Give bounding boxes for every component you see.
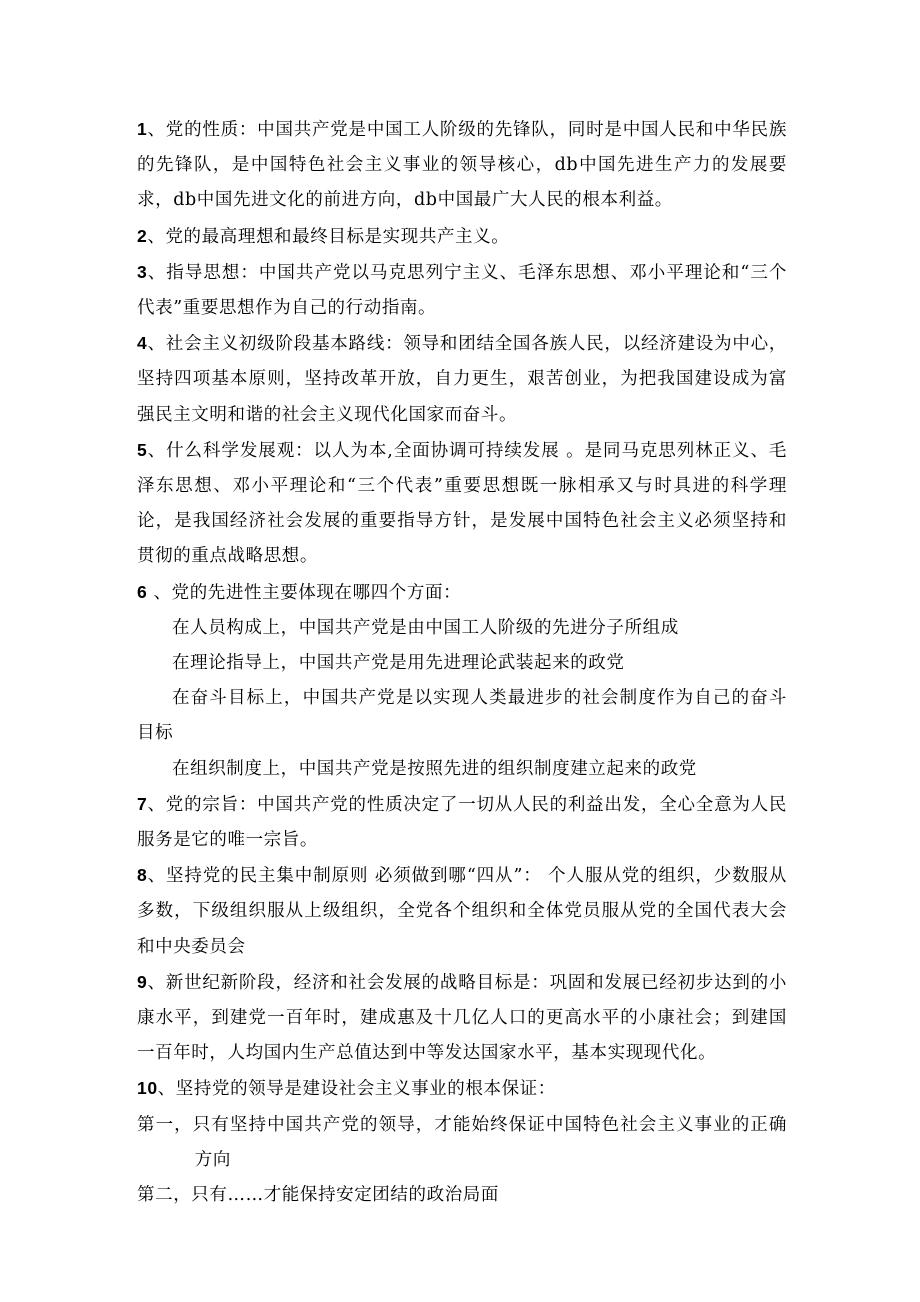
sub-item-goal: [137, 681, 787, 751]
sub-item-text: 在人员构成上，中国共产党是由中国工人阶级的先进分子所组成: [172, 617, 679, 638]
item-number: 5: [137, 439, 148, 460]
item-number: 3: [137, 261, 148, 282]
item-number: 9: [137, 971, 148, 992]
sub-item-theory: [137, 646, 787, 681]
item-text: 、指导思想：中国共产党以马克思列宁主义、毛泽东思想、邓小平理论和“三个代表”重要思想作为自己的行动指南。: [137, 262, 787, 319]
item-text: 、坚持党的民主集中制原则 必须做到哪“四从”： 个人服从党的组织，少数服从多数，下级组织服从上级组织，全党各个组织和全体党员服从党的全国代表大会和中央委员会: [137, 866, 787, 957]
document-body: [137, 112, 787, 1213]
item-8: [137, 858, 787, 965]
item-number: 2: [137, 225, 148, 246]
item-5: [137, 433, 787, 575]
item-number: 10: [137, 1078, 158, 1099]
item-text: 、坚持党的领导是建设社会主义事业的根本保证：: [157, 1079, 556, 1100]
item-1: [137, 112, 787, 219]
item-6: [137, 575, 787, 611]
sub-item-organization: [137, 752, 787, 787]
sub-item-text: 第一，只有坚持中国共产党的领导，才能始终保证中国特色社会主义事业的正确方向: [137, 1114, 787, 1170]
item-number: 8: [137, 865, 148, 886]
item-text: 、党的宗旨：中国共产党的性质决定了一切从人民的利益出发，全心全意为人民服务是它的唯一宗旨。: [137, 794, 787, 851]
item-text: 、什么科学发展观：以人为本,全面协调可持续发展 。是同马克思列林正义、毛泽东思想、邓小平理论和“三个代表”重要思想既一脉相承又与时具进的科学理论，是我国经济社会发展的重要指导方针，是发展中国特色社会主义必须坚持和贯彻的重点战略思想。: [137, 440, 787, 567]
sub-item-text: 在理论指导上，中国共产党是用先进理论武装起来的政党: [172, 653, 625, 674]
item-number: 4: [137, 333, 148, 354]
item-10: [137, 1071, 787, 1107]
item-text: 、党的先进性主要体现在哪四个方面：: [147, 582, 462, 603]
item-number: 7: [137, 793, 148, 814]
sub-item-text: 在奋斗目标上，中国共产党是以实现人类最进步的社会制度作为自己的奋斗目标: [137, 688, 787, 744]
item-text: 、新世纪新阶段，经济和社会发展的战略目标是：巩固和发展已经初步达到的小康水平，到建党一百年时，建成惠及十几亿人口的更高水平的小康社会；到建国一百年时，人均国内生产总值达到中等发达国家水平，基本实现现代化。: [137, 972, 787, 1064]
item-7: [137, 787, 787, 858]
sub-item-second: [137, 1178, 787, 1213]
item-4: [137, 326, 787, 433]
sub-item-text: 在组织制度上，中国共产党是按照先进的组织制度建立起来的政党: [172, 758, 697, 779]
sub-item-text: 第二，只有……才能保持安定团结的政治局面: [137, 1185, 499, 1206]
item-text: 、党的性质：中国共产党是中国工人阶级的先锋队，同时是中国人民和中华民族的先锋队，是中国特色社会主义事业的领导核心，db中国先进生产力的发展要求，db中国先进文化的前进方向，db中国最广大人民的根本利益。: [137, 120, 787, 211]
item-3: [137, 255, 787, 326]
item-text: 、党的最高理想和最终目标是实现共产主义。: [147, 226, 510, 247]
item-number: 6: [137, 581, 148, 602]
sub-item-personnel: [137, 611, 787, 646]
item-text: 、社会主义初级阶段基本路线：领导和团结全国各族人民，以经济建设为中心，坚持四项基本原则，坚持改革开放，自力更生，艰苦创业，为把我国建设成为富强民主文明和谐的社会主义现代化国家而奋斗。: [137, 334, 787, 425]
item-number: 1: [137, 119, 148, 139]
item-2: [137, 219, 787, 255]
sub-item-first: [137, 1108, 787, 1178]
item-9: [137, 965, 787, 1072]
